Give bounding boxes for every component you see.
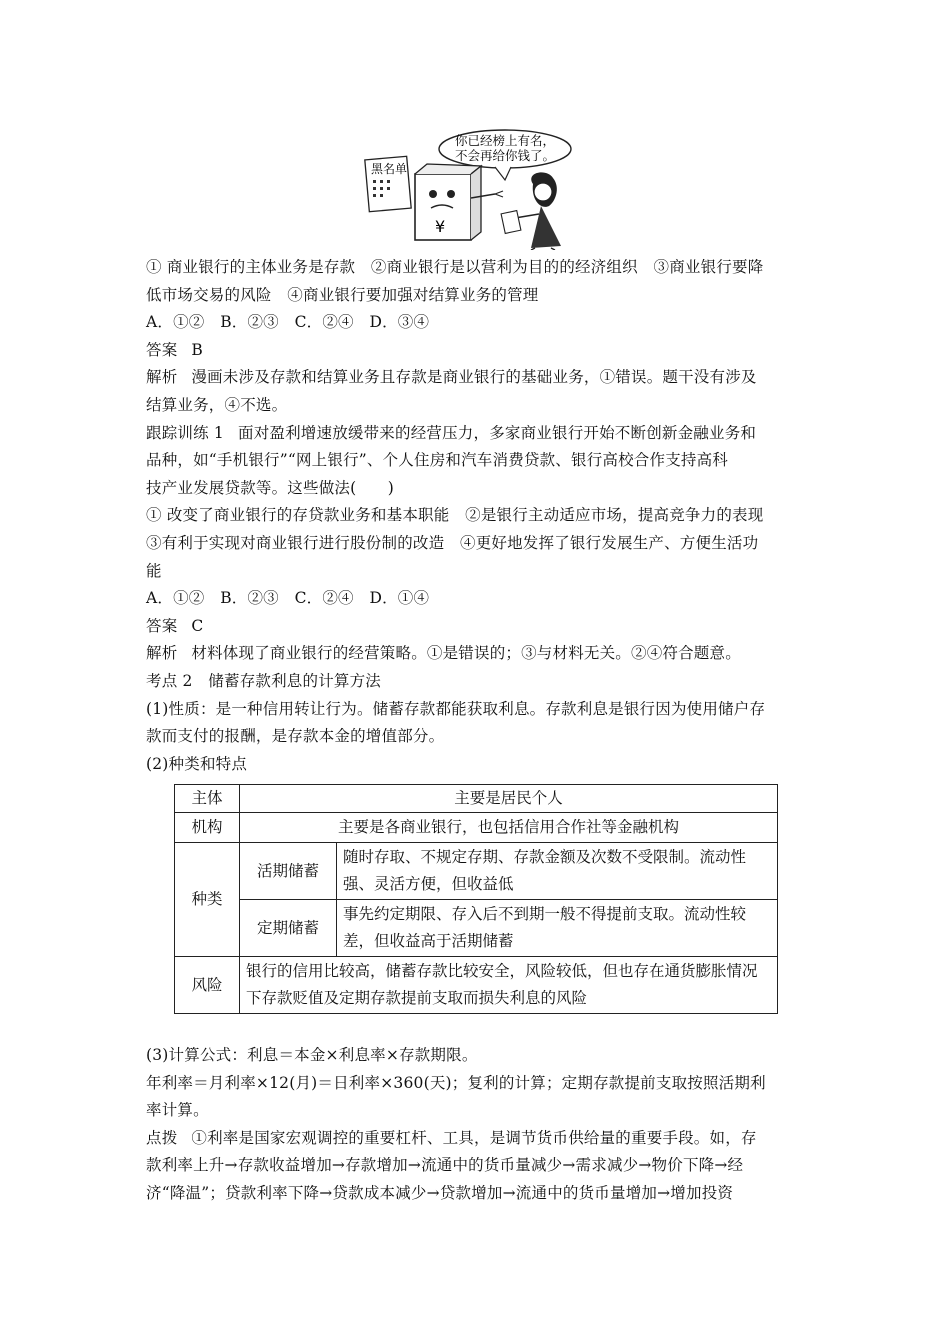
table-cell-risk: 银行的信用比较高，储蓄存款比较安全，风险较低，但也存在通货膨胀情况下存款贬值及定期存款提前支取而损失利息的风险 <box>240 957 778 1014</box>
q2-options-line-2: ③有利于实现对商业银行进行股份制的改造 ④更好地发挥了银行发展生产、方便生活功 <box>146 533 759 552</box>
q1-analysis-line-2: 结算业务，④不选。 <box>146 395 288 414</box>
blacklist-cartoon <box>355 128 595 250</box>
q1-choices: A．①② B．②③ C．②④ D．③④ <box>146 313 430 332</box>
q2-analysis-text: 材料体现了商业银行的经营策略。①是错误的；③与材料无关。②④符合题意。 <box>191 644 741 663</box>
tip-line-3: 济“降温”；贷款利率下降→贷款成本减少→贷款增加→流通中的货币量增加→增加投资 <box>146 1183 734 1202</box>
table-cell-demand: 随时存取、不规定存期、存款金额及次数不受限制。流动性强、灵活方便，但收益低 <box>337 843 778 900</box>
q2-stem-text: 面对盈利增速放缓带来的经营压力，多家商业银行开始不断创新金融业务和 <box>238 423 757 442</box>
section-heading: 考点 2 储蓄存款利息的计算方法 <box>146 671 381 690</box>
table-row <box>175 843 778 900</box>
question-1 <box>146 254 814 778</box>
tip-row <box>146 1125 814 1153</box>
q2-answer: C <box>191 616 204 635</box>
savings-table <box>174 784 778 1014</box>
formula-line-3: 率计算。 <box>146 1101 209 1120</box>
table-head-subject: 主体 <box>175 785 240 813</box>
bubble-text-2: 不会再给你钱了。 <box>454 148 556 163</box>
tip-line-2: 款利率上升→存款收益增加→存款增加→流通中的货币量减少→需求减少→物价下降→经 <box>146 1156 744 1175</box>
q1-answer-row <box>146 337 814 365</box>
q2-stem-line-2: 品种，如“手机银行”“网上银行”、个人住房和汽车消费贷款、银行高校合作支持高科 <box>146 451 728 470</box>
q2-stem-label: 跟踪训练 1 <box>146 423 224 442</box>
formula-and-tip <box>146 1042 814 1208</box>
q1-options-line-2: 低市场交易的风险 ④商业银行要加强对结算业务的管理 <box>146 285 539 304</box>
section-p1-line-2: 款而支付的报酬，是存款本金的增值部分。 <box>146 727 445 746</box>
q2-answer-row <box>146 613 814 641</box>
blacklist-sign <box>365 156 411 211</box>
bubble-text-1: 你已经榜上有名， <box>454 133 556 148</box>
q1-options-line-1: ① 商业银行的主体业务是存款 ②商业银行是以营利为目的的经济组织 ③商业银行要降 <box>146 258 764 276</box>
formula-line-1: (3)计算公式：利息＝本金×利息率×存款期限。 <box>146 1046 478 1064</box>
yen-mark: ¥ <box>435 217 446 236</box>
q2-choices: A．①② B．②③ C．②④ D．①④ <box>146 589 430 608</box>
table-head-institution: 机构 <box>175 813 240 843</box>
section-p2: (2)种类和特点 <box>146 754 248 773</box>
table-row <box>175 813 778 843</box>
q1-analysis-text: 漫画未涉及存款和结算业务且存款是商业银行的基础业务，①错误。题干没有涉及 <box>191 368 757 387</box>
q1-analysis-row <box>146 364 814 392</box>
section-p1-line-1: (1)性质：是一种信用转让行为。储蓄存款都能获取利息。存款利息是银行因为使用储户存 <box>146 699 766 718</box>
table-head-types: 种类 <box>175 843 240 957</box>
q2-stem-line-3: 技产业发展贷款等。这些做法( ) <box>146 478 394 497</box>
table-cell-fixed: 事先约定期限、存入后不到期一般不得提前支取。流动性较差，但收益高于活期储蓄 <box>337 900 778 957</box>
q2-analysis-label: 解析 <box>146 644 178 663</box>
q2-options-line-3: 能 <box>146 561 162 580</box>
q2-stem-row <box>146 420 814 448</box>
tip-text: ①利率是国家宏观调控的重要杠杆、工具，是调节货币供给量的重要手段。如，存 <box>191 1128 757 1147</box>
table-row <box>175 785 778 813</box>
table-cell-subject: 主要是居民个人 <box>240 785 778 813</box>
table-sub-fixed: 定期储蓄 <box>240 900 337 957</box>
blacklist-label: 黑名单 <box>371 162 408 176</box>
bank-character <box>415 164 503 240</box>
q2-analysis-row <box>146 640 814 668</box>
q1-answer: B <box>191 340 203 359</box>
q1-analysis-label: 解析 <box>146 368 178 387</box>
q1-answer-label: 答案 <box>146 340 178 359</box>
q2-options-line-1: ① 改变了商业银行的存贷款业务和基本职能 ②是银行主动适应市场，提高竞争力的表现 <box>146 506 764 525</box>
formula-line-2: 年利率＝月利率×12(月)＝日利率×360(天)；复利的计算；定期存款提前支取按照活期利 <box>146 1073 766 1092</box>
borrower-character <box>501 172 561 250</box>
q2-answer-label: 答案 <box>146 616 178 635</box>
tip-label: 点拨 <box>146 1128 178 1147</box>
table-head-risk: 风险 <box>175 957 240 1014</box>
table-row <box>175 957 778 1014</box>
table-cell-institution: 主要是各商业银行，也包括信用合作社等金融机构 <box>240 813 778 843</box>
table-row <box>175 900 778 957</box>
table-sub-demand: 活期储蓄 <box>240 843 337 900</box>
